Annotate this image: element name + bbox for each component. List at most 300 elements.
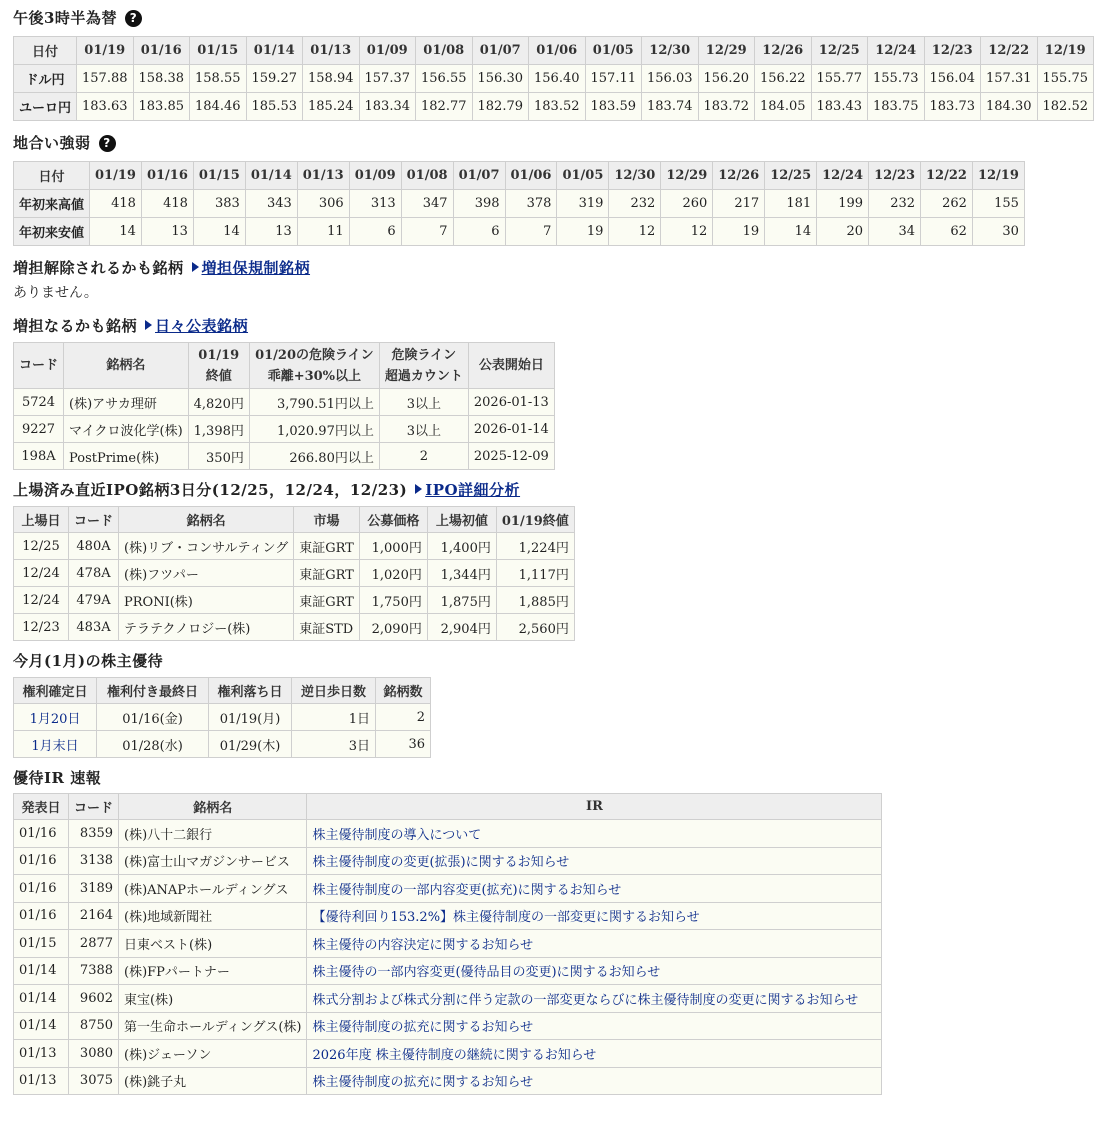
fx-table-wrap [13, 36, 1089, 121]
cell-date: 01/13 [14, 1040, 69, 1068]
table-cell: 158.38 [133, 65, 190, 93]
date-header: 12/23 [924, 37, 981, 65]
col-name: 銘柄名 [64, 343, 189, 389]
col-count [379, 343, 468, 389]
table-row [14, 731, 431, 758]
cell-close: 4,820円 [188, 389, 249, 416]
col-close: 01/19終値 [496, 507, 574, 533]
table-cell: 185.24 [303, 93, 360, 121]
cell-code: 2877 [69, 930, 119, 958]
col-market: 市場 [294, 507, 360, 533]
table-cell: 183.73 [924, 93, 981, 121]
cell-close: 1,398円 [188, 416, 249, 443]
cell-date: 01/16 [14, 902, 69, 930]
cell-name: (株)地域新聞社 [119, 902, 307, 930]
col-close [188, 343, 249, 389]
cell-offer-price: 1,000円 [359, 533, 427, 560]
table-cell: 383 [193, 190, 245, 218]
margin-risk-title-row [13, 314, 950, 338]
table-row [14, 65, 1094, 93]
cell-count: 2 [379, 443, 468, 470]
row-label: 年初来安値 [14, 218, 90, 246]
table-cell: 155.77 [811, 65, 868, 93]
cell-code: 9602 [69, 985, 119, 1013]
table-row [14, 218, 1025, 246]
cell-danger-line: 1,020.97円以上 [249, 416, 379, 443]
cell-market: 東証STD [294, 614, 360, 641]
margin-risk-header-row [14, 343, 555, 389]
table-cell: 11 [297, 218, 349, 246]
date-header: 12/23 [869, 162, 921, 190]
margin-release-title: 増担解除されるかも銘柄 [13, 259, 184, 277]
col-code: コード [69, 794, 119, 820]
table-cell: 378 [505, 190, 557, 218]
cell-ir-link[interactable]: 株主優待制度の変更(拡張)に関するお知らせ [307, 847, 882, 875]
daily-disclosure-link[interactable] [145, 314, 248, 338]
cell-code: 3075 [69, 1067, 119, 1095]
col-code: コード [14, 343, 64, 389]
cell-first-price: 1,400円 [427, 533, 496, 560]
breadth-table-wrap [13, 161, 1019, 246]
date-header: 12/19 [972, 162, 1024, 190]
cell-offer-price: 1,020円 [359, 560, 427, 587]
cell-date: 12/25 [14, 533, 69, 560]
breadth-section-title [13, 131, 950, 155]
cell-market: 東証GRT [294, 533, 360, 560]
table-cell: 183.75 [868, 93, 925, 121]
table-cell: 313 [349, 190, 401, 218]
table-row [14, 587, 575, 614]
cell-start-date: 2025-12-09 [468, 443, 554, 470]
table-cell: 183.85 [133, 93, 190, 121]
date-header: 01/13 [297, 162, 349, 190]
cell-market: 東証GRT [294, 560, 360, 587]
cell-last-day: 01/16(金) [97, 704, 209, 731]
table-row [14, 902, 882, 930]
cell-date: 01/14 [14, 1012, 69, 1040]
date-header: 01/07 [453, 162, 505, 190]
cell-date: 01/13 [14, 1067, 69, 1095]
cell-ir-link[interactable]: 2026年度 株主優待制度の継続に関するお知らせ [307, 1040, 882, 1068]
cell-code: 7388 [69, 957, 119, 985]
cell-start-date: 2026-01-13 [468, 389, 554, 416]
table-cell: 157.37 [359, 65, 416, 93]
cell-ir-link[interactable]: 株式分割および株式分割に伴う定款の一部変更ならびに株主優待制度の変更に関するお知らせ [307, 985, 882, 1013]
cell-date: 01/16 [14, 875, 69, 903]
fx-table [13, 36, 1094, 121]
cell-code: 8359 [69, 820, 119, 848]
date-header: 12/30 [609, 162, 661, 190]
cell-name: (株)リブ・コンサルティング [119, 533, 294, 560]
date-header: 01/19 [90, 162, 142, 190]
cell-offer-price: 1,750円 [359, 587, 427, 614]
col-date: 発表日 [14, 794, 69, 820]
col-record: 権利確定日 [14, 678, 97, 704]
cell-danger-line: 3,790.51円以上 [249, 389, 379, 416]
breadth-title: 地合い強弱 [13, 134, 91, 152]
table-cell: 157.11 [585, 65, 642, 93]
table-row [14, 614, 575, 641]
table-cell: 62 [921, 218, 973, 246]
table-cell: 156.22 [755, 65, 812, 93]
row-label: 年初来高値 [14, 190, 90, 218]
table-cell: 156.04 [924, 65, 981, 93]
triangle-right-icon [415, 484, 422, 494]
table-row [14, 1067, 882, 1095]
cell-date: 12/24 [14, 560, 69, 587]
date-header: 12/19 [1037, 37, 1094, 65]
table-cell: 182.52 [1037, 93, 1094, 121]
cell-name: (株)フツパー [119, 560, 294, 587]
col-date: 上場日 [14, 507, 69, 533]
fx-header-label: 日付 [14, 37, 77, 65]
table-cell: 158.94 [303, 65, 360, 93]
margin-risk-table [13, 342, 555, 470]
table-cell: 156.03 [642, 65, 699, 93]
col-days: 逆日歩日数 [292, 678, 376, 704]
col-danger [249, 343, 379, 389]
table-cell: 155 [972, 190, 1024, 218]
ipo-detail-link[interactable] [415, 478, 520, 502]
date-header: 12/22 [981, 37, 1038, 65]
yutai-header-row [14, 678, 431, 704]
table-cell: 183.74 [642, 93, 699, 121]
date-header: 01/14 [245, 162, 297, 190]
row-label: ユーロ円 [14, 93, 77, 121]
table-cell: 182.79 [472, 93, 529, 121]
margin-regulation-link-label: 増担保規制銘柄 [201, 259, 311, 277]
cell-code: 478A [69, 560, 119, 587]
table-cell: 19 [713, 218, 765, 246]
cell-date: 01/16 [14, 847, 69, 875]
cell-count: 3以上 [379, 416, 468, 443]
cell-close-price: 1,885円 [496, 587, 574, 614]
table-cell: 6 [453, 218, 505, 246]
table-row [14, 985, 882, 1013]
breadth-header-label: 日付 [14, 162, 90, 190]
cell-record-date-link[interactable]: 1月末日 [14, 731, 97, 758]
table-cell: 7 [505, 218, 557, 246]
table-cell: 260 [661, 190, 713, 218]
yutai-title: 今月(1月)の株主優待 [13, 652, 164, 670]
col-first: 上場初値 [427, 507, 496, 533]
table-cell: 418 [141, 190, 193, 218]
table-cell: 155.73 [868, 65, 925, 93]
table-row [14, 820, 882, 848]
date-header: 12/26 [713, 162, 765, 190]
table-cell: 306 [297, 190, 349, 218]
cell-code: 8750 [69, 1012, 119, 1040]
cell-first-price: 1,344円 [427, 560, 496, 587]
cell-date: 12/23 [14, 614, 69, 641]
cell-ir-link[interactable]: 株主優待制度の拡充に関するお知らせ [307, 1067, 882, 1095]
row-label: ドル円 [14, 65, 77, 93]
cell-code: 480A [69, 533, 119, 560]
date-header: 01/05 [585, 37, 642, 65]
cell-code: 9227 [14, 416, 64, 443]
cell-code: 198A [14, 443, 64, 470]
table-cell: 155.75 [1037, 65, 1094, 93]
cell-code: 479A [69, 587, 119, 614]
table-cell: 30 [972, 218, 1024, 246]
col-name: 銘柄名 [119, 794, 307, 820]
cell-name: (株)八十二銀行 [119, 820, 307, 848]
yutai-table [13, 677, 431, 758]
date-header: 01/07 [472, 37, 529, 65]
cell-count: 3以上 [379, 389, 468, 416]
cell-name: (株)ジェーソン [119, 1040, 307, 1068]
cell-code: 2164 [69, 902, 119, 930]
table-row [14, 875, 882, 903]
table-cell: 157.88 [77, 65, 134, 93]
table-row [14, 416, 555, 443]
col-danger-line1: 01/20の危険ライン [255, 347, 374, 363]
table-cell: 183.63 [77, 93, 134, 121]
table-cell: 183.43 [811, 93, 868, 121]
cell-count: 36 [376, 731, 431, 758]
date-header: 12/25 [811, 37, 868, 65]
margin-regulation-link[interactable] [192, 256, 311, 280]
table-row [14, 957, 882, 985]
daily-disclosure-link-label: 日々公表銘柄 [155, 317, 249, 335]
table-cell: 319 [557, 190, 609, 218]
cell-name: (株)銚子丸 [119, 1067, 307, 1095]
table-cell: 232 [609, 190, 661, 218]
cell-date: 01/16 [14, 820, 69, 848]
table-cell: 156.20 [698, 65, 755, 93]
date-header: 12/24 [868, 37, 925, 65]
date-header: 01/09 [359, 37, 416, 65]
table-cell: 217 [713, 190, 765, 218]
table-row [14, 1012, 882, 1040]
cell-ir-link[interactable]: 株主優待制度の導入について [307, 820, 882, 848]
margin-risk-title: 増担なるかも銘柄 [13, 317, 138, 335]
table-cell: 12 [661, 218, 713, 246]
ipo-title-row [13, 478, 950, 502]
yutai-title-row [13, 649, 950, 673]
table-cell: 156.30 [472, 65, 529, 93]
cell-code: 5724 [14, 389, 64, 416]
date-header: 12/29 [661, 162, 713, 190]
table-cell: 183.34 [359, 93, 416, 121]
ir-header-row [14, 794, 882, 820]
date-header: 01/15 [190, 37, 247, 65]
table-cell: 7 [401, 218, 453, 246]
table-row [14, 93, 1094, 121]
cell-close-price: 1,224円 [496, 533, 574, 560]
cell-name: 日東ベスト(株) [119, 930, 307, 958]
cell-danger-line: 266.80円以上 [249, 443, 379, 470]
col-start: 公表開始日 [468, 343, 554, 389]
cell-first-price: 1,875円 [427, 587, 496, 614]
table-cell: 159.27 [246, 65, 303, 93]
cell-market: 東証GRT [294, 587, 360, 614]
cell-name: テラテクノロジー(株) [119, 614, 294, 641]
cell-date: 01/14 [14, 985, 69, 1013]
table-cell: 181 [765, 190, 817, 218]
date-header: 01/05 [557, 162, 609, 190]
date-header: 01/13 [303, 37, 360, 65]
cell-date: 12/24 [14, 587, 69, 614]
ipo-header-row [14, 507, 575, 533]
triangle-right-icon [192, 262, 199, 272]
table-cell: 14 [90, 218, 142, 246]
table-cell: 12 [609, 218, 661, 246]
cell-first-price: 2,904円 [427, 614, 496, 641]
date-header: 12/22 [921, 162, 973, 190]
table-row [14, 930, 882, 958]
date-header: 01/19 [77, 37, 134, 65]
table-row [14, 533, 575, 560]
fx-header-row [14, 37, 1094, 65]
table-cell: 156.55 [416, 65, 473, 93]
col-last: 権利付き最終日 [97, 678, 209, 704]
table-row [14, 1040, 882, 1068]
date-header: 01/15 [193, 162, 245, 190]
table-cell: 13 [141, 218, 193, 246]
cell-name: PostPrime(株) [64, 443, 189, 470]
cell-count: 2 [376, 704, 431, 731]
date-header: 12/29 [698, 37, 755, 65]
cell-ir-link[interactable]: 株主優待の一部内容変更(優待品目の変更)に関するお知らせ [307, 957, 882, 985]
table-cell: 157.31 [981, 65, 1038, 93]
cell-ex-day: 01/29(木) [209, 731, 292, 758]
date-header: 12/25 [765, 162, 817, 190]
cell-code: 3189 [69, 875, 119, 903]
cell-name: (株)ANAPホールディングス [119, 875, 307, 903]
ir-title: 優待IR 速報 [13, 769, 102, 787]
ir-title-row [13, 766, 950, 790]
table-cell: 19 [557, 218, 609, 246]
cell-name: (株)アサカ理研 [64, 389, 189, 416]
cell-name: 第一生命ホールディングス(株) [119, 1012, 307, 1040]
date-header: 01/16 [141, 162, 193, 190]
table-cell: 13 [245, 218, 297, 246]
table-cell: 14 [765, 218, 817, 246]
date-header: 01/16 [133, 37, 190, 65]
col-count-line1: 危険ライン [391, 347, 457, 363]
cell-code: 3138 [69, 847, 119, 875]
table-cell: 184.05 [755, 93, 812, 121]
fx-title: 午後3時半為替 [13, 9, 117, 27]
cell-date: 01/15 [14, 930, 69, 958]
margin-release-empty: ありません。 [13, 285, 98, 301]
ir-table [13, 793, 882, 1095]
col-close-line1: 01/19 [198, 347, 240, 363]
table-cell: 199 [817, 190, 869, 218]
triangle-right-icon [145, 320, 152, 330]
cell-record-date-link[interactable]: 1月20日 [14, 704, 97, 731]
cell-days: 3日 [292, 731, 376, 758]
table-row [14, 389, 555, 416]
table-cell: 262 [921, 190, 973, 218]
col-close-line2: 終値 [205, 368, 232, 384]
col-count: 銘柄数 [376, 678, 431, 704]
date-header: 12/26 [755, 37, 812, 65]
cell-days: 1日 [292, 704, 376, 731]
table-cell: 156.40 [529, 65, 586, 93]
table-cell: 14 [193, 218, 245, 246]
table-row [14, 704, 431, 731]
date-header: 01/09 [349, 162, 401, 190]
table-cell: 183.52 [529, 93, 586, 121]
cell-name: (株)FPパートナー [119, 957, 307, 985]
col-name: 銘柄名 [119, 507, 294, 533]
cell-name: 東宝(株) [119, 985, 307, 1013]
table-cell: 34 [869, 218, 921, 246]
cell-close-price: 1,117円 [496, 560, 574, 587]
col-offer: 公募価格 [359, 507, 427, 533]
table-row [14, 443, 555, 470]
cell-name: マイクロ波化学(株) [64, 416, 189, 443]
table-cell: 6 [349, 218, 401, 246]
col-danger-line2: 乖離+30%以上 [267, 368, 362, 384]
table-row [14, 190, 1025, 218]
col-ir: IR [307, 794, 882, 820]
cell-code: 483A [69, 614, 119, 641]
cell-last-day: 01/28(水) [97, 731, 209, 758]
col-ex: 権利落ち日 [209, 678, 292, 704]
table-cell: 343 [245, 190, 297, 218]
ipo-table [13, 506, 575, 641]
table-cell: 184.46 [190, 93, 247, 121]
table-cell: 418 [90, 190, 142, 218]
cell-date: 01/14 [14, 957, 69, 985]
date-header: 01/08 [401, 162, 453, 190]
table-cell: 184.30 [981, 93, 1038, 121]
cell-close: 350円 [188, 443, 249, 470]
cell-ex-day: 01/19(月) [209, 704, 292, 731]
help-icon[interactable]: ? [125, 10, 142, 27]
table-cell: 347 [401, 190, 453, 218]
cell-ir-link[interactable]: 株主優待制度の一部内容変更(拡充)に関するお知らせ [307, 875, 882, 903]
breadth-table [13, 161, 1025, 246]
help-icon[interactable]: ? [99, 135, 116, 152]
table-cell: 398 [453, 190, 505, 218]
table-row [14, 847, 882, 875]
fx-section-title [13, 6, 950, 30]
cell-ir-link[interactable]: 株主優待制度の拡充に関するお知らせ [307, 1012, 882, 1040]
table-cell: 183.72 [698, 93, 755, 121]
breadth-header-row [14, 162, 1025, 190]
table-cell: 232 [869, 190, 921, 218]
ipo-title: 上場済み直近IPO銘柄3日分(12/25，12/24，12/23) [13, 481, 408, 499]
date-header: 01/08 [416, 37, 473, 65]
date-header: 01/14 [246, 37, 303, 65]
table-cell: 158.55 [190, 65, 247, 93]
cell-ir-link[interactable]: 株主優待の内容決定に関するお知らせ [307, 930, 882, 958]
date-header: 01/06 [505, 162, 557, 190]
table-row [14, 560, 575, 587]
table-cell: 182.77 [416, 93, 473, 121]
date-header: 12/24 [817, 162, 869, 190]
col-count-line2: 超過カウント [384, 368, 463, 384]
cell-name: PRONI(株) [119, 587, 294, 614]
ipo-detail-link-label: IPO詳細分析 [425, 481, 521, 499]
cell-ir-link[interactable]: 【優待利回り153.2%】株主優待制度の一部変更に関するお知らせ [307, 902, 882, 930]
cell-close-price: 2,560円 [496, 614, 574, 641]
date-header: 12/30 [642, 37, 699, 65]
date-header: 01/06 [529, 37, 586, 65]
cell-name: (株)富士山マガジンサービス [119, 847, 307, 875]
table-cell: 20 [817, 218, 869, 246]
margin-release-title-row [13, 256, 950, 280]
cell-offer-price: 2,090円 [359, 614, 427, 641]
cell-code: 3080 [69, 1040, 119, 1068]
table-cell: 185.53 [246, 93, 303, 121]
col-code: コード [69, 507, 119, 533]
cell-start-date: 2026-01-14 [468, 416, 554, 443]
